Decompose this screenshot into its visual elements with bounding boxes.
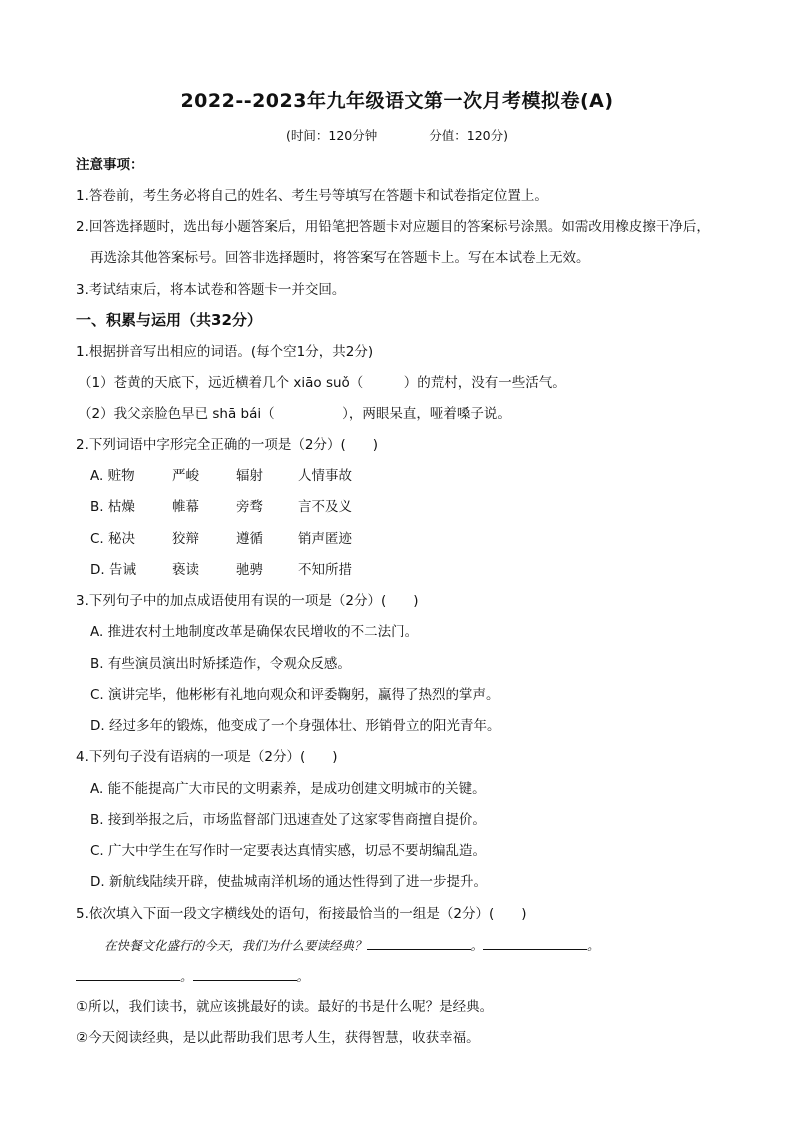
question-1-sentence-1: （1）苍黄的天底下，远近横着几个 xiāo suǒ（ ）的荒村，没有一些活气。 <box>78 375 566 391</box>
question-2-option-a: A. 赃物 严峻 辐射 人情事故 <box>90 468 352 484</box>
score-total: 分值：120分) <box>429 128 508 143</box>
question-2-option-b: B. 枯燥 帷幕 旁骛 言不及义 <box>90 499 352 515</box>
exam-subtitle <box>0 126 794 144</box>
notice-item: 再选涂其他答案标号。回答非选择题时，将答案写在答题卡上。写在本试卷上无效。 <box>90 250 590 266</box>
notice-item: 2.回答选择题时，选出每小题答案后，用铅笔把答题卡对应题目的答案标号涂黑。如需改用橡皮擦干净后， <box>76 219 710 235</box>
question-5-passage: 在快餐文化盛行的今天，我们为什么要读经典？ 。 。 <box>104 938 600 953</box>
question-4-option-a: A. 能不能提高广大市民的文明素养，是成功创建文明城市的关键。 <box>90 781 486 797</box>
question-2-option-d: D. 告诫 亵读 驰骋 不知所措 <box>90 562 352 578</box>
question-5-passage-cont: 。 。 <box>76 967 309 986</box>
question-5-stem: 5.依次填入下面一段文字横线处的语句，衔接最恰当的一组是（2分）( ) <box>76 906 527 922</box>
fill-blank <box>76 967 180 981</box>
question-4-option-d: D. 新航线陆续开辟，使盐城南洋机场的通达性得到了进一步提升。 <box>90 874 487 890</box>
exam-title: 2022--2023年九年级语文第一次月考模拟卷(A) <box>180 90 614 112</box>
notice-item: 3.考试结束后，将本试卷和答题卡一并交回。 <box>76 282 346 298</box>
question-5-item-1: ①所以，我们读书，就应该挑最好的读。最好的书是什么呢？是经典。 <box>76 999 494 1015</box>
question-3-option-c: C. 演讲完毕，他彬彬有礼地向观众和评委鞠躬，赢得了热烈的掌声。 <box>90 687 500 703</box>
fill-blank <box>367 936 471 950</box>
question-3-option-a: A. 推进农村土地制度改革是确保农民增收的不二法门。 <box>90 624 419 640</box>
question-3-option-b: B. 有些演员演出时矫揉造作，令观众反感。 <box>90 656 351 672</box>
section-heading: 一、积累与运用（共32分） <box>76 311 262 329</box>
question-4-stem: 4.下列句子没有语病的一项是（2分）( ) <box>76 749 338 765</box>
time-limit: (时间：120分钟 <box>286 128 378 143</box>
notice-heading: 注意事项： <box>76 157 144 173</box>
question-5-item-2: ②今天阅读经典，是以此帮助我们思考人生，获得智慧，收获幸福。 <box>76 1030 480 1046</box>
question-3-stem: 3.下列句子中的加点成语使用有误的一项是（2分）( ) <box>76 593 419 609</box>
question-2-stem: 2.下列词语中字形完全正确的一项是（2分）( ) <box>76 437 379 453</box>
fill-blank <box>483 936 587 950</box>
question-2-option-c: C. 秘决 狡辩 遵循 销声匿迹 <box>90 531 352 547</box>
notice-item: 1.答卷前，考生务必将自己的姓名、考生号等填写在答题卡和试卷指定位置上。 <box>76 188 548 204</box>
question-3-option-d: D. 经过多年的锻炼，他变成了一个身强体壮、形销骨立的阳光青年。 <box>90 718 501 734</box>
fill-blank <box>193 967 297 981</box>
question-4-option-b: B. 接到举报之后，市场监督部门迅速查处了这家零售商擅自提价。 <box>90 812 486 828</box>
question-1-stem: 1.根据拼音写出相应的词语。(每个空1分，共2分) <box>76 344 374 360</box>
question-4-option-c: C. 广大中学生在写作时一定要表达真情实感，切忌不要胡编乱造。 <box>90 843 487 859</box>
question-1-sentence-2: （2）我父亲脸色早已 shā bái（ ），两眼呆直，哑着嗓子说。 <box>78 406 511 422</box>
